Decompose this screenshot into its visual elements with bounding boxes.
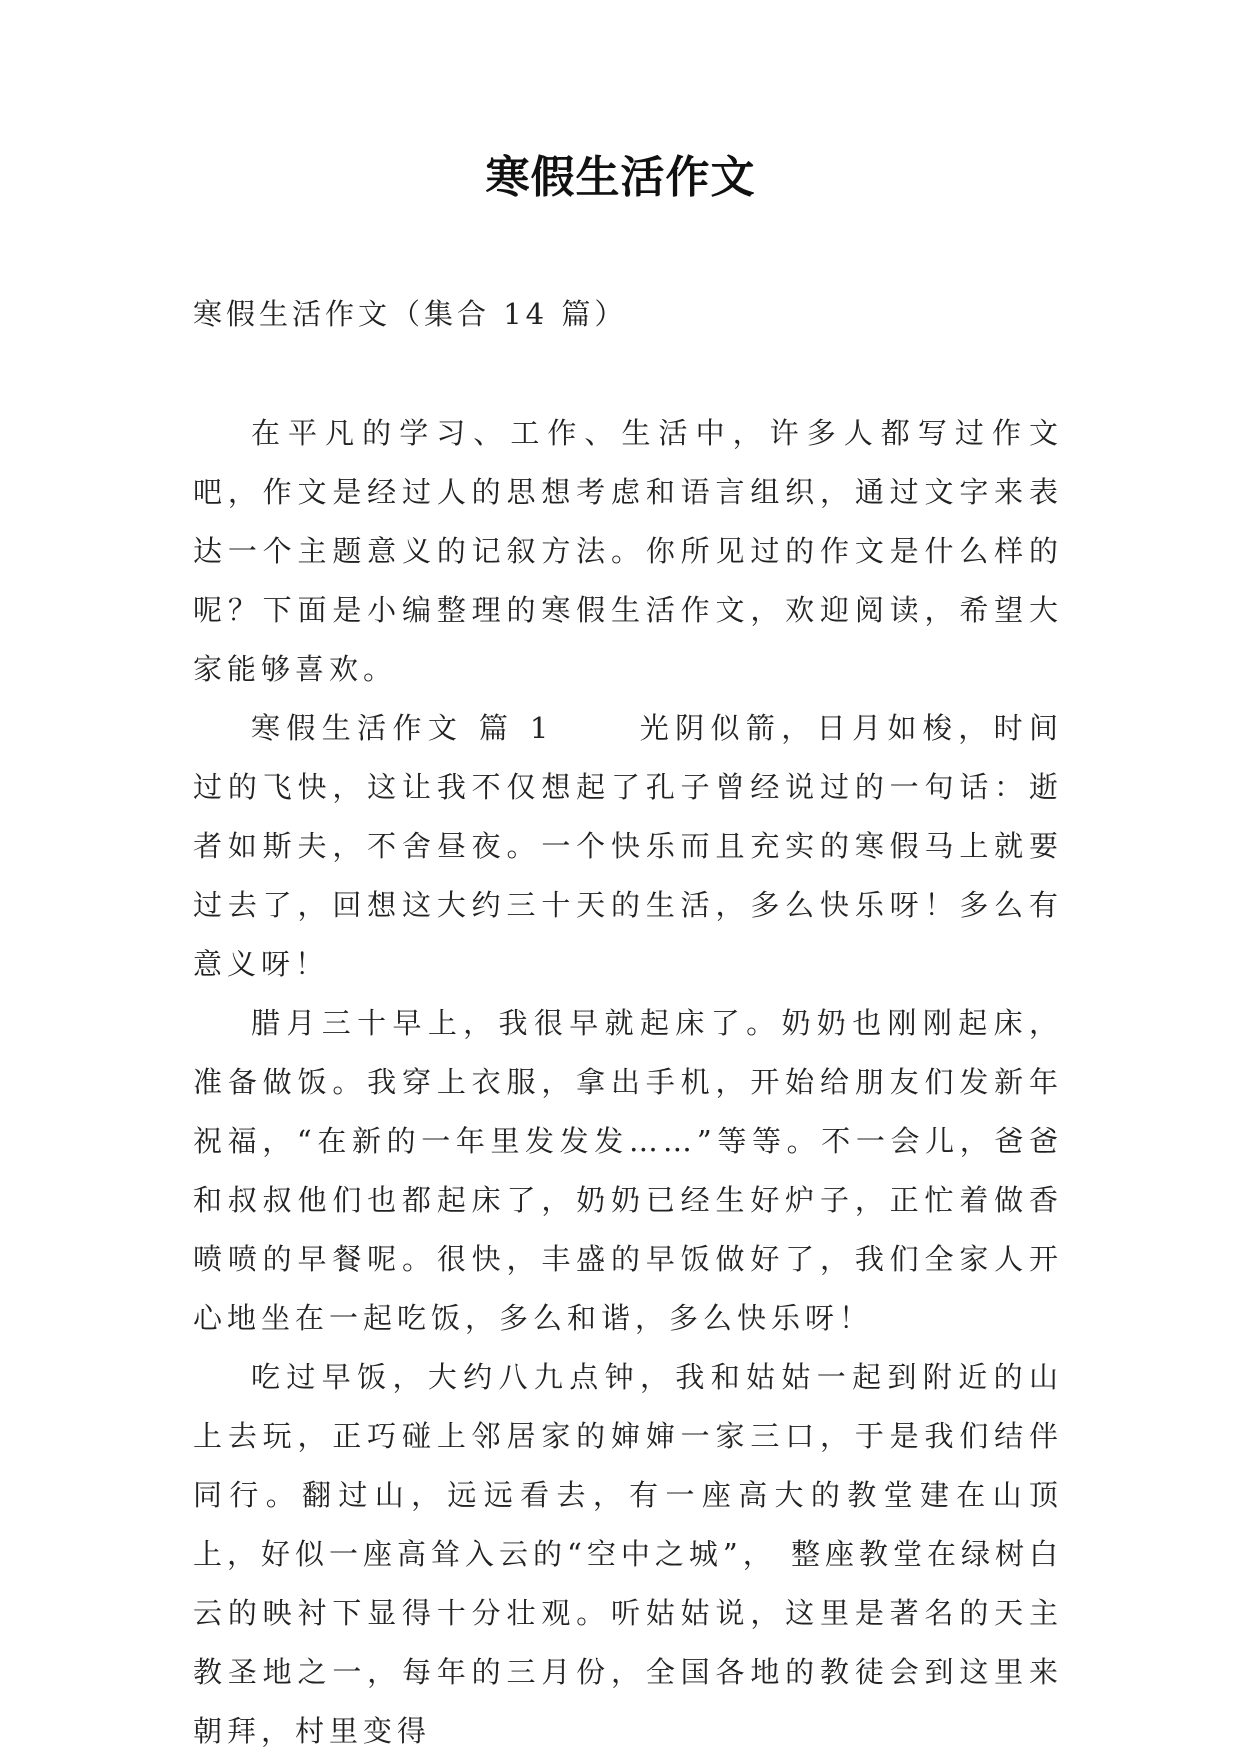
paragraph-intro: 在平凡的学习、工作、生活中，许多人都写过作文吧，作文是经过人的思想考虑和语言组织，通过文字来表达一个主题意义的记叙方法。你所见过的作文是什么样的呢？下面是小编整理的寒假生活作文，欢迎阅读，希望大家能够喜欢。 bbox=[193, 416, 1063, 686]
document-title: 寒假生活作文 bbox=[485, 152, 756, 203]
paragraph-new-year-eve-morning: 腊月三十早上，我很早就起床了。奶奶也刚刚起床，准备做饭。我穿上衣服，拿出手机，开始给朋友们发新年祝福，“在新的一年里发发发……”等等。不一会儿，爸爸和叔叔他们也都起床了，奶奶已经生好炉子，正忙着做香喷喷的早餐呢。很快，丰盛的早饭做好了，我们全家人开心地坐在一起吃饭，多么和谐，多么快乐呀！ bbox=[193, 1006, 1063, 1335]
document-subtitle: 寒假生活作文（集合 14 篇） bbox=[193, 297, 628, 331]
document-body bbox=[193, 404, 1063, 1761]
paragraph-essay-1-opening: 寒假生活作文 篇 1 光阴似箭，日月如梭，时间过的飞快，这让我不仅想起了孔子曾经说过的一句话：逝者如斯夫，不舍昼夜。一个快乐而且充实的寒假马上就要过去了，回想这大约三十天的生活，多么快乐呀！多么有意义呀！ bbox=[193, 711, 1063, 981]
paragraph-mountain-trip: 吃过早饭，大约八九点钟，我和姑姑一起到附近的山上去玩，正巧碰上邻居家的婶婶一家三口，于是我们结伴同行。翻过山，远远看去，有一座高大的教堂建在山顶上，好似一座高耸入云的“空中之城”， 整座教堂在绿树白云的映衬下显得十分壮观。听姑姑说，这里是著名的天主教圣地之一，每年的三月份，全国各地的教徒会到这里来朝拜，村里变得 bbox=[193, 1360, 1063, 1748]
